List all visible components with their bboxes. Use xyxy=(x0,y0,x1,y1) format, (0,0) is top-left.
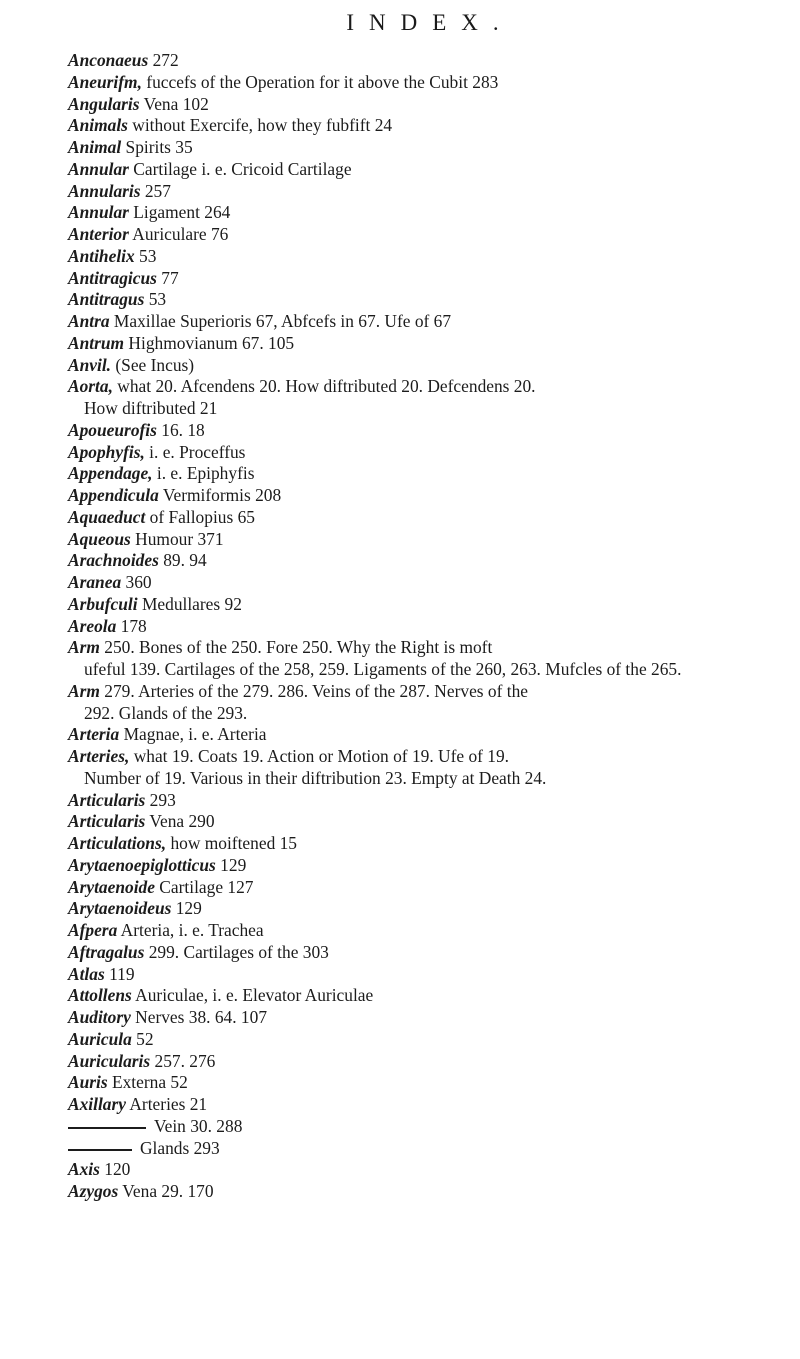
entry-term: Aranea xyxy=(68,572,122,592)
entry-term: Articulations, xyxy=(68,833,167,853)
entry-term: Arytaenoepiglotticus xyxy=(68,854,216,875)
index-entry xyxy=(68,1094,788,1116)
entry-text: Ligament 264 xyxy=(128,202,231,223)
entry-text: Vena 290 xyxy=(145,811,215,832)
index-entry xyxy=(68,72,788,94)
entry-text: 257. 276 xyxy=(150,1050,216,1071)
index-entry xyxy=(68,529,788,551)
entry-text: 272 xyxy=(148,50,179,70)
index-entry xyxy=(68,463,788,485)
index-entry xyxy=(68,420,788,442)
index-entry xyxy=(68,202,788,224)
entry-term: Afpera xyxy=(68,920,118,940)
index-entry xyxy=(68,920,788,942)
entry-term: Arteria xyxy=(68,724,120,745)
entry-term: Areola xyxy=(68,615,117,636)
entry-text: Auriculae, i. e. Elevator Auriculae xyxy=(131,985,374,1006)
entry-continuation: How diftributed 21 xyxy=(84,398,218,418)
entry-term: Auris xyxy=(68,1072,108,1093)
entry-term: Animal xyxy=(68,137,122,157)
entry-term: Anconaeus xyxy=(68,50,149,70)
index-entry xyxy=(68,159,788,181)
entry-term: Articularis xyxy=(68,811,146,832)
entry-term: Arm xyxy=(68,637,100,658)
entry-continuation: 292. Glands of the 293. xyxy=(84,702,248,723)
entry-text: Vermiformis 208 xyxy=(158,485,282,505)
index-entry xyxy=(68,942,788,964)
entry-term: Aftragalus xyxy=(68,941,145,962)
entry-term: Auditory xyxy=(68,1007,131,1027)
entry-term: Arytaenoide xyxy=(68,876,155,897)
index-entry xyxy=(68,115,788,137)
index-entry xyxy=(68,137,788,159)
ditto-dash xyxy=(68,1149,132,1151)
entry-text: 16. 18 xyxy=(156,419,205,440)
index-entry xyxy=(68,1029,788,1051)
entry-text: 129 xyxy=(171,898,202,919)
entry-text: Externa 52 xyxy=(107,1072,188,1093)
index-entry xyxy=(68,833,788,855)
entry-text: 360 xyxy=(121,572,152,592)
index-entry xyxy=(68,681,788,725)
entry-term: Annular xyxy=(68,202,129,223)
entry-term: Anvil. xyxy=(68,354,112,375)
entry-text: Magnae, i. e. Arteria xyxy=(119,724,267,745)
entry-text: Vena 29. 170 xyxy=(118,1181,214,1201)
entry-term: Azygos xyxy=(68,1181,119,1201)
entry-term: Animals xyxy=(68,115,128,136)
index-entry xyxy=(68,964,788,986)
entry-term: Angularis xyxy=(68,93,140,114)
entry-continuation: ufeful 139. Cartilages of the 258, 259. Ligaments of the 260, 263. Mufcles of the 265. xyxy=(84,659,682,679)
index-entries xyxy=(68,50,788,1203)
entry-term: Apophyfis, xyxy=(68,441,145,462)
entry-term: Antrum xyxy=(68,332,125,353)
page-header: INDEX. xyxy=(346,10,514,35)
entry-text: i. e. Epiphyfis xyxy=(152,463,255,484)
index-entry xyxy=(68,637,788,681)
index-entry xyxy=(68,616,788,638)
entry-term: Antitragus xyxy=(68,289,145,310)
entry-text: 299. Cartilages of the 303 xyxy=(144,941,329,962)
index-entry xyxy=(68,1007,788,1029)
entry-text: 77 xyxy=(156,267,179,288)
entry-term: Auricularis xyxy=(68,1050,151,1071)
index-entry xyxy=(68,376,788,420)
index-entry xyxy=(68,246,788,268)
entry-text: fuccefs of the Operation for it above the Cubit 283 xyxy=(141,71,499,92)
entry-term: Auricula xyxy=(68,1028,132,1049)
index-entry xyxy=(68,746,788,790)
index-entry xyxy=(68,572,788,594)
index-entry xyxy=(68,985,788,1007)
index-entry xyxy=(68,485,788,507)
entry-term: Apoueurofis xyxy=(68,419,157,440)
index-entry xyxy=(68,1051,788,1073)
entry-term: Arm xyxy=(68,680,100,701)
entry-term: Appendage, xyxy=(68,463,153,484)
entry-term: Annular xyxy=(68,158,129,179)
entry-text: Highmovianum 67. 105 xyxy=(124,332,295,353)
entry-term: Articularis xyxy=(68,789,146,810)
entry-text: i. e. Proceffus xyxy=(144,441,246,462)
entry-text: 250. Bones of the 250. Fore 250. Why the Right is moft xyxy=(99,637,493,658)
entry-text: 279. Arteries of the 279. 286. Veins of the 287. Nerves of the xyxy=(99,680,528,701)
entry-text: without Exercife, how they fubfift 24 xyxy=(127,115,393,136)
entry-continuation: Number of 19. Various in their diftribution 23. Empty at Death 24. xyxy=(84,767,547,788)
index-entry xyxy=(68,1138,788,1160)
entry-term: Arbufculi xyxy=(68,593,138,614)
entry-text: Cartilage i. e. Cricoid Cartilage xyxy=(128,158,352,179)
index-entry xyxy=(68,507,788,529)
entry-text: 129 xyxy=(215,854,247,875)
entry-term: Aqueous xyxy=(68,528,131,549)
entry-text: 119 xyxy=(104,963,135,984)
entry-term: Antra xyxy=(68,311,110,331)
entry-text: 257 xyxy=(140,180,171,201)
entry-text: what 20. Afcendens 20. How diftributed 20. Defcendens 20. xyxy=(112,376,536,397)
entry-text: Spirits 35 xyxy=(121,137,193,157)
entry-term: Arachnoides xyxy=(68,550,159,571)
entry-text: (See Incus) xyxy=(111,354,195,375)
index-entry xyxy=(68,898,788,920)
index-entry xyxy=(68,1181,788,1203)
index-entry xyxy=(68,442,788,464)
index-entry xyxy=(68,1072,788,1094)
entry-term: Atlas xyxy=(68,963,105,984)
entry-text: 53 xyxy=(144,289,167,310)
entry-text: of Fallopius 65 xyxy=(145,506,255,527)
index-entry xyxy=(68,811,788,833)
entry-term: Axis xyxy=(68,1159,100,1180)
entry-text: Maxillae Superioris 67, Abfcefs in 67. Ufe of 67 xyxy=(109,311,452,331)
index-entry xyxy=(68,790,788,812)
index-entry xyxy=(68,355,788,377)
entry-text: Glands 293 xyxy=(140,1137,220,1158)
entry-term: Antitragicus xyxy=(68,267,157,288)
entry-text: Arteria, i. e. Trachea xyxy=(117,920,264,940)
entry-text: Vein 30. 288 xyxy=(154,1115,243,1136)
index-entry xyxy=(68,50,788,72)
entry-text: Arteries 21 xyxy=(125,1094,208,1114)
entry-text: Cartilage 127 xyxy=(154,876,254,897)
entry-text: 293 xyxy=(145,789,176,810)
entry-term: Aorta, xyxy=(68,376,113,397)
entry-text: Auriculare 76 xyxy=(128,224,229,244)
ditto-dash xyxy=(68,1127,146,1129)
entry-term: Attollens xyxy=(68,985,132,1006)
index-entry xyxy=(68,1159,788,1181)
entry-term: Antihelix xyxy=(68,245,135,266)
entry-term: Appendicula xyxy=(68,485,159,505)
entry-text: Nerves 38. 64. 107 xyxy=(130,1007,268,1027)
entry-text: 120 xyxy=(99,1159,131,1180)
index-entry xyxy=(68,550,788,572)
index-entry xyxy=(68,877,788,899)
entry-text: 178 xyxy=(116,615,147,636)
entry-text: how moiftened 15 xyxy=(166,833,297,853)
index-entry xyxy=(68,311,788,333)
entry-term: Arytaenoideus xyxy=(68,898,172,919)
index-entry xyxy=(68,224,788,246)
entry-text: Vena 102 xyxy=(139,93,209,114)
entry-text: 53 xyxy=(134,245,157,266)
entry-term: Aneurifm, xyxy=(68,71,142,92)
entry-text: Humour 371 xyxy=(130,528,224,549)
index-entry xyxy=(68,1116,788,1138)
index-entry xyxy=(68,94,788,116)
entry-term: Arteries, xyxy=(68,746,130,766)
entry-text: what 19. Coats 19. Action or Motion of 19. Ufe of 19. xyxy=(129,746,510,766)
index-entry xyxy=(68,268,788,290)
entry-term: Annularis xyxy=(68,180,141,201)
entry-term: Anterior xyxy=(68,224,129,244)
index-entry xyxy=(68,181,788,203)
entry-term: Aquaeduct xyxy=(68,506,146,527)
index-entry xyxy=(68,855,788,877)
entry-text: 52 xyxy=(131,1028,154,1049)
entry-term: Axillary xyxy=(68,1094,126,1114)
entry-text: 89. 94 xyxy=(158,550,207,571)
entry-text: Medullares 92 xyxy=(137,593,242,614)
index-entry xyxy=(68,333,788,355)
index-entry xyxy=(68,724,788,746)
index-entry xyxy=(68,289,788,311)
index-entry xyxy=(68,594,788,616)
